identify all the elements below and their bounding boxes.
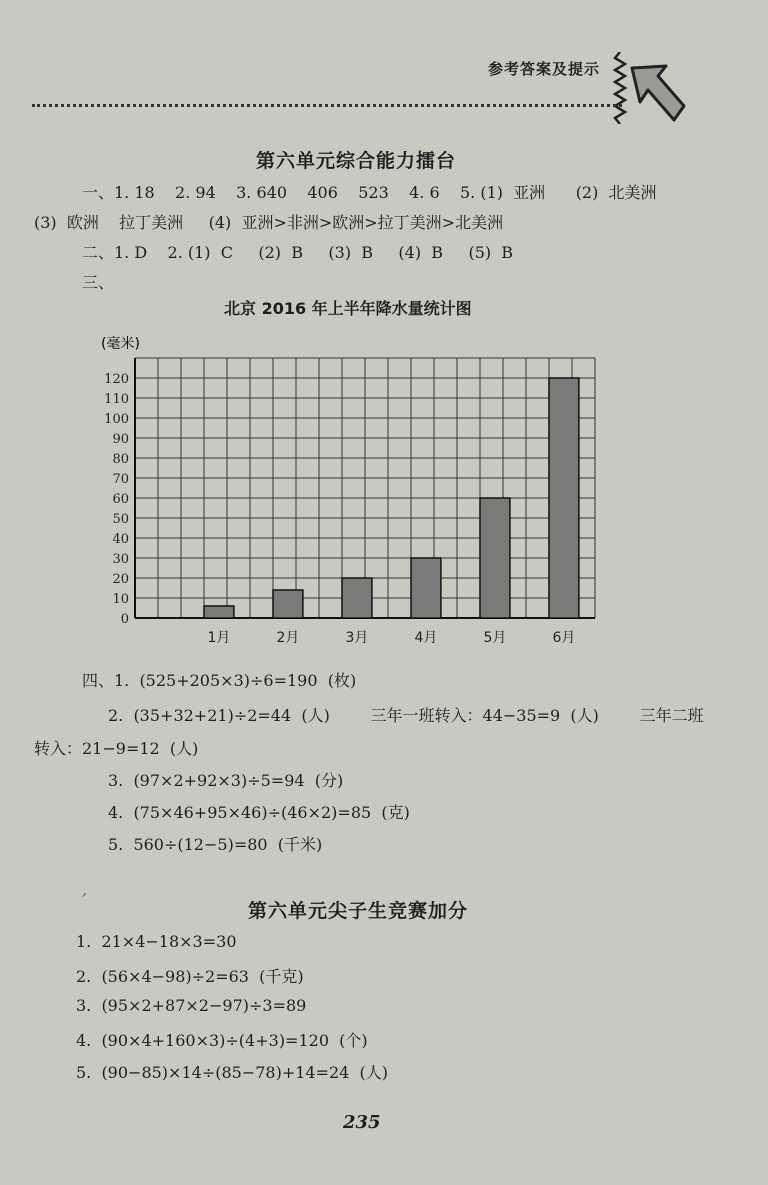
section-title-test: 第六单元综合能力擂台 (256, 150, 457, 172)
answer-line: 4. (90×4+160×3)÷(4+3)=120 (个) (76, 1031, 368, 1050)
y-tick-label: 40 (112, 532, 129, 547)
bar (411, 558, 441, 618)
answer-line: 3. (97×2+92×3)÷5=94 (分) (108, 771, 344, 790)
header-divider (32, 104, 622, 107)
answer-line: 一、1. 18 2. 94 3. 640 406 523 4. 6 5. (1) 亚洲 (2) 北美洲 (82, 183, 657, 202)
y-tick-label: 30 (112, 552, 129, 567)
bar (204, 606, 234, 618)
answer-line: 4. (75×46+95×46)÷(46×2)=85 (克) (108, 803, 410, 822)
answer-line: 转入：21−9=12 (人) (34, 739, 199, 758)
y-tick-label: 20 (112, 572, 129, 587)
answer-line: 四、1. (525+205×3)÷6=190 (枚) (82, 671, 357, 690)
y-tick-label: 10 (112, 592, 129, 607)
pen-mark: , (82, 880, 88, 899)
zigzag-divider-icon (612, 52, 628, 124)
y-tick-label: 90 (112, 432, 129, 447)
answer-line: 三、 (82, 273, 115, 292)
y-tick-label: 70 (112, 472, 129, 487)
answer-line: (3) 欧洲 拉丁美洲 (4) 亚洲>非洲>欧洲>拉丁美洲>北美洲 (34, 213, 504, 232)
x-tick-label: 3月 (345, 630, 369, 646)
answer-line: 1. 21×4−18×3=30 (76, 932, 237, 951)
y-axis-label: (毫米) (101, 336, 140, 352)
header-label: 参考答案及提示 (488, 60, 601, 78)
y-tick-label: 100 (104, 412, 129, 427)
answer-line: 5. 560÷(12−5)=80 (千米) (108, 835, 323, 854)
x-tick-label: 2月 (276, 630, 300, 646)
page-number: 235 (343, 1112, 381, 1133)
chart-title: 北京 2016 年上半年降水量统计图 (224, 299, 472, 318)
bar (273, 590, 303, 618)
x-tick-label: 6月 (552, 630, 576, 646)
y-tick-label: 120 (104, 372, 129, 387)
section-title-contest: 第六单元尖子生竞赛加分 (248, 900, 469, 922)
x-tick-label: 5月 (483, 630, 507, 646)
bar (342, 578, 372, 618)
y-tick-label: 80 (112, 452, 129, 467)
arrow-icon (628, 62, 688, 130)
answer-line: 3. (95×2+87×2−97)÷3=89 (76, 996, 307, 1015)
y-tick-label: 50 (112, 512, 129, 527)
answer-line: 二、1. D 2. (1) C (2) B (3) B (4) B (5) B (82, 243, 514, 262)
bar (549, 378, 579, 618)
x-tick-label: 4月 (414, 630, 438, 646)
answer-line: 2. (35+32+21)÷2=44 (人) 三年一班转入：44−35=9 (人) 三年二班 (108, 706, 704, 725)
y-tick-label: 0 (120, 612, 129, 627)
answer-line: 2. (56×4−98)÷2=63 (千克) (76, 967, 304, 986)
answer-line: 5. (90−85)×14÷(85−78)+14=24 (人) (76, 1063, 389, 1082)
y-tick-label: 110 (104, 392, 129, 407)
y-tick-label: 60 (112, 492, 129, 507)
bar (480, 498, 510, 618)
precipitation-bar-chart (95, 330, 605, 650)
x-tick-label: 1月 (207, 630, 231, 646)
